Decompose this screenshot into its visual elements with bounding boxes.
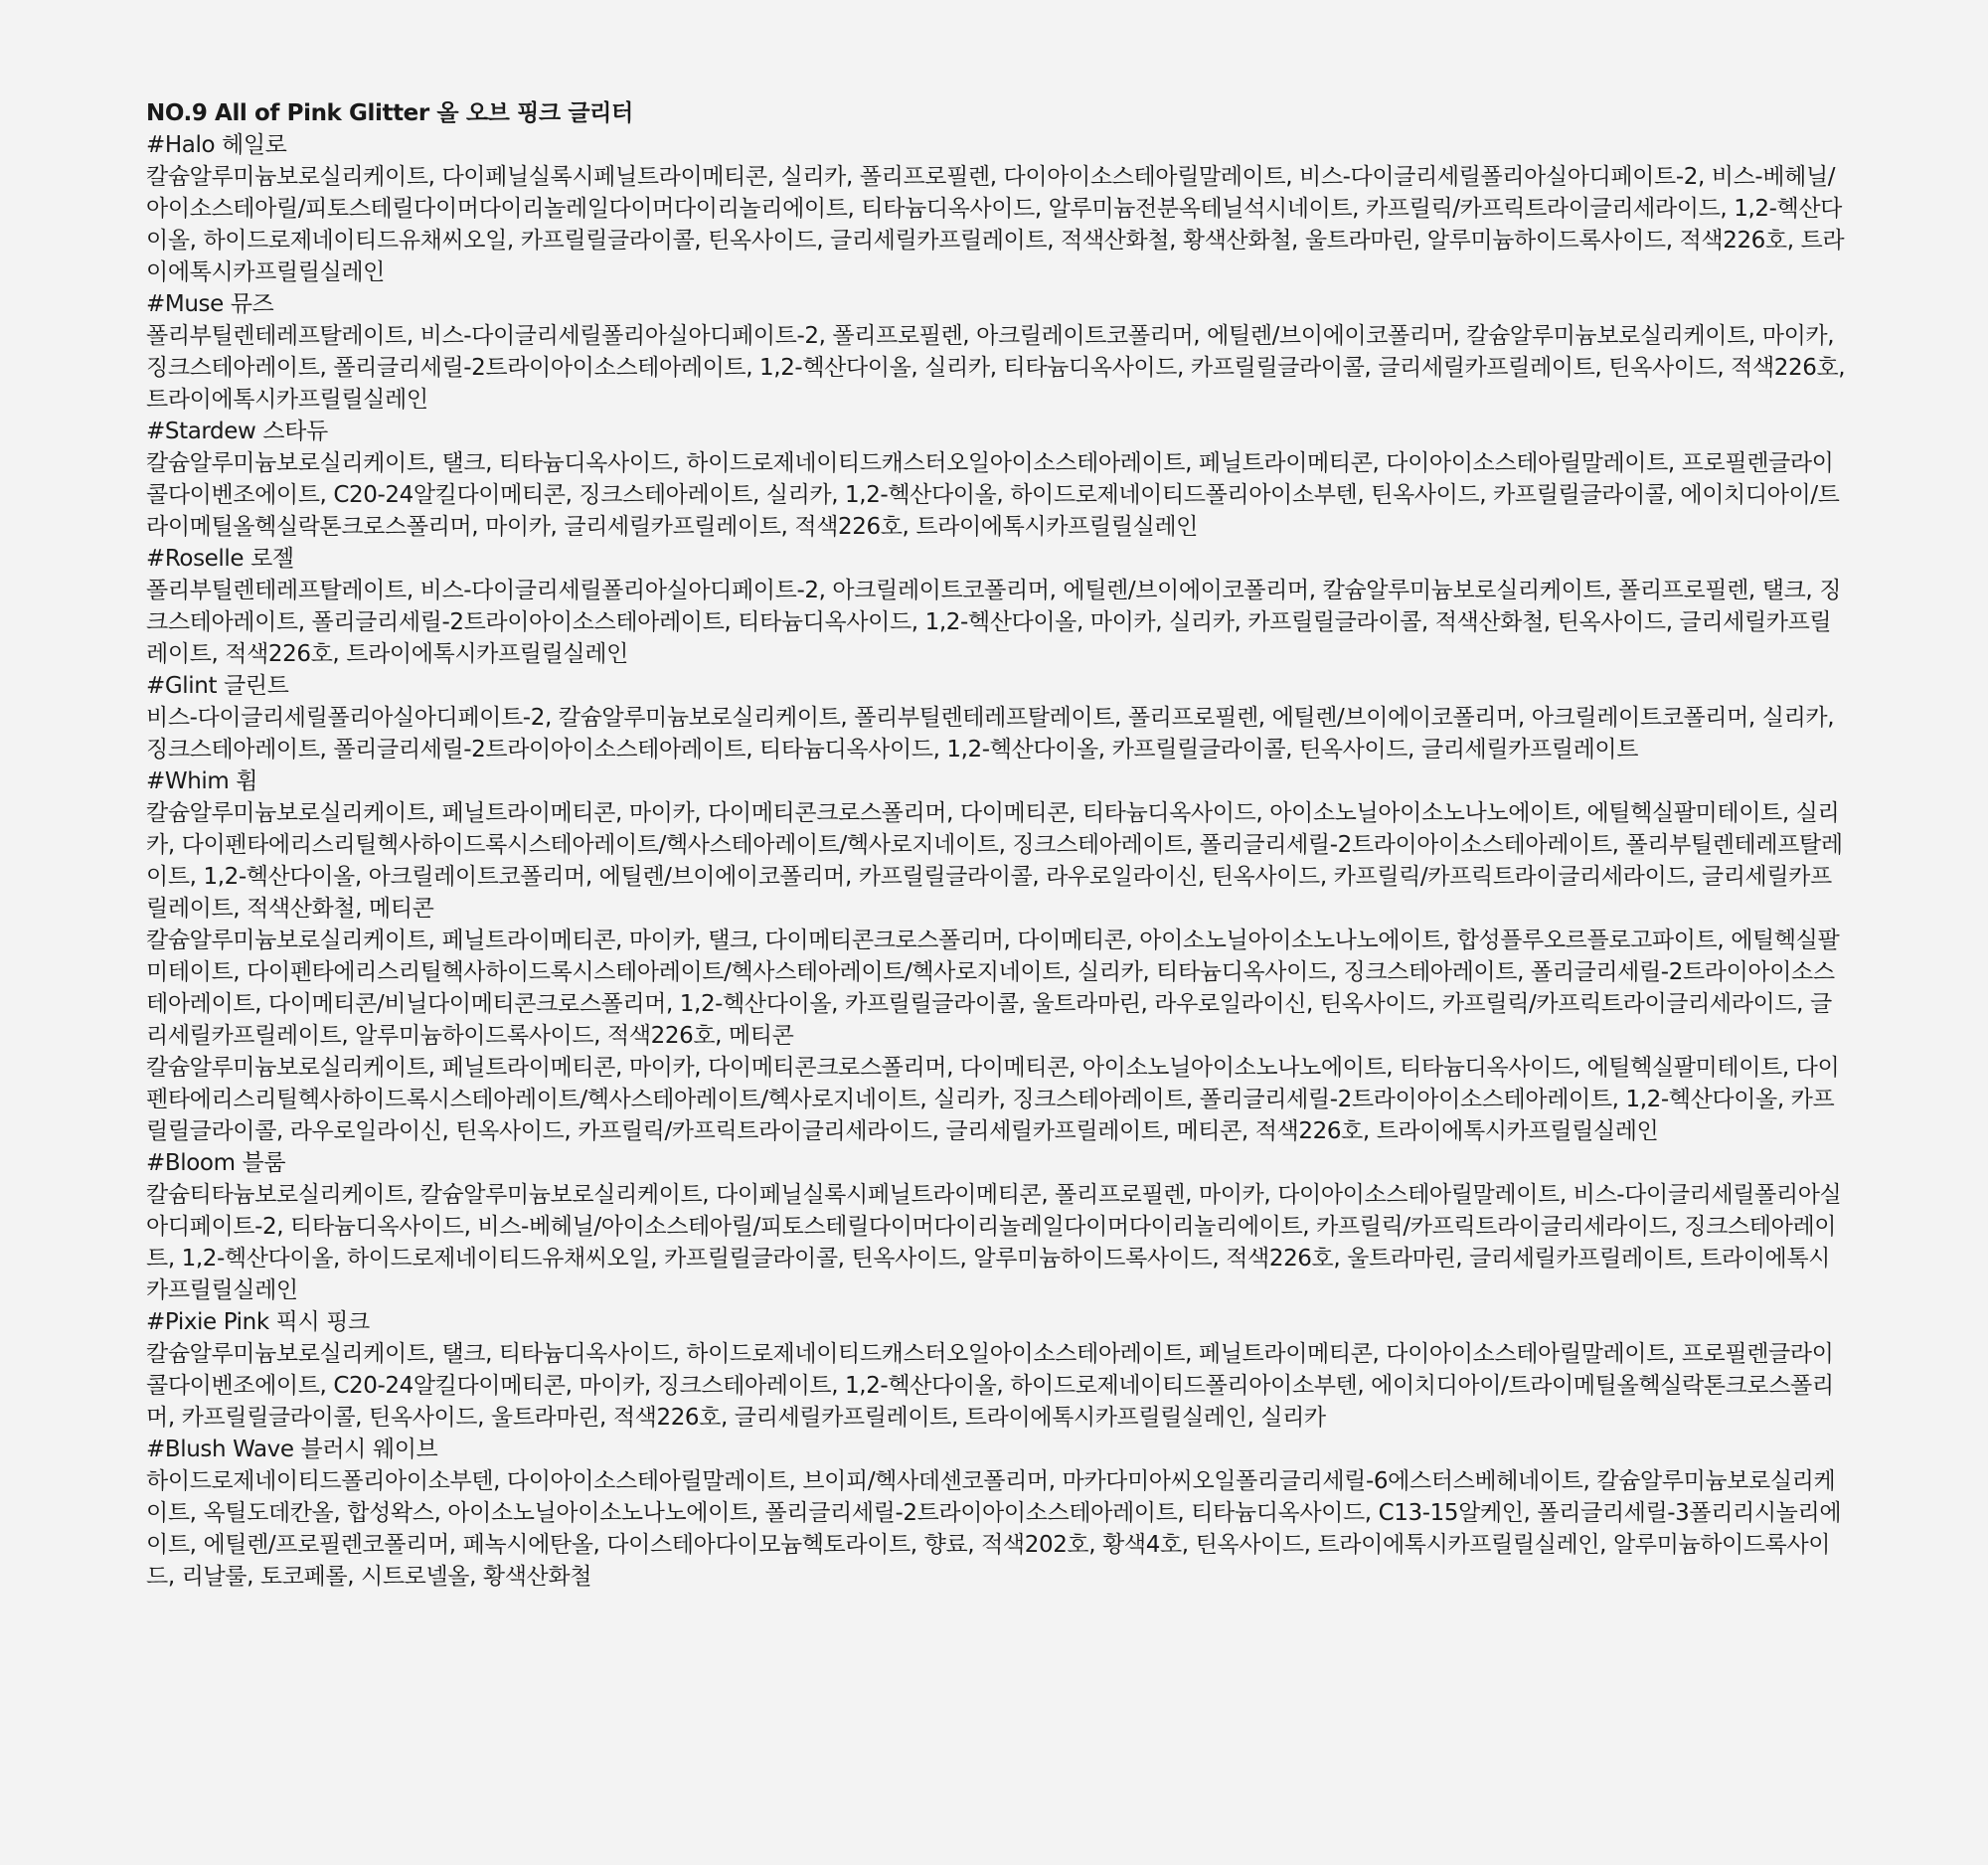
ingredient-list: 칼슘알루미늄보로실리케이트, 다이페닐실록시페닐트라이메티콘, 실리카, 폴리프로필렌, 다이아이소스테아릴말레이트, 비스-다이글리세릴폴리아실아디페이트-2, 비스-베헤닐/아이소스테아릴/피토스테릴다이머다이리놀레일다이머다이리놀리에이트, 티타늄디옥사이드, 알루미늄전분옥테닐석시네이트, 카프릴릭/카프릭트라이글리세라이드, 1,2-헥산다이올, 하이드로제네이티드유채씨오일, 카프릴릴글라이콜, 틴옥사이드, 글리세릴카프릴레이트, 적색산화철, 황색산화철, 울트라마린, 알루미늄하이드록사이드, 적색226호, 트라이에톡시카프릴릴실레인 [146,164,1845,285]
shade-section [146,129,1849,288]
ingredient-list: 칼슘티타늄보로실리케이트, 칼슘알루미늄보로실리케이트, 다이페닐실록시페닐트라이메티콘, 폴리프로필렌, 마이카, 다이아이소스테아릴말레이트, 비스-다이글리세릴폴리아실아디페이트-2, 티타늄디옥사이드, 비스-베헤닐/아이소스테아릴/피토스테릴다이머다이리놀레일다이머다이리놀리에이트, 카프릴릭/카프릭트라이글리세라이드, 징크스테아레이트, 1,2-헥산다이올, 하이드로제네이티드유채씨오일, 카프릴릴글라이콜, 틴옥사이드, 알루미늄하이드록사이드, 적색226호, 울트라마린, 글리세릴카프릴레이트, 트라이에톡시카프릴릴실레인 [146,1182,1842,1303]
shade-section [146,543,1849,670]
ingredient-list: 칼슘알루미늄보로실리케이트, 페닐트라이메티콘, 마이카, 다이메티콘크로스폴리머, 다이메티콘, 아이소노닐아이소노나노에이트, 티타늄디옥사이드, 에틸헥실팔미테이트, 다이펜타에리스리틸헥사하이드록시스테아레이트/헥사스테아레이트/헥사로지네이트, 실리카, 징크스테아레이트, 폴리글리세릴-2트라이아이소스테아레이트, 1,2-헥산다이올, 카프릴릴글라이콜, 라우로일라이신, 틴옥사이드, 카프릴릭/카프릭트라이글리세라이드, 글리세릴카프릴레이트, 메티콘, 적색226호, 트라이에톡시카프릴릴실레인 [146,1055,1840,1144]
shade-section [146,1434,1849,1593]
shade-name: #Roselle 로젤 [146,546,294,572]
ingredient-list: 칼슘알루미늄보로실리케이트, 탤크, 티타늄디옥사이드, 하이드로제네이티드캐스터오일아이소스테아레이트, 페닐트라이메티콘, 다이아이소스테아릴말레이트, 프로필렌글라이콜다이벤조에이트, C20-24알킬다이메티콘, 마이카, 징크스테아레이트, 1,2-헥산다이올, 하이드로제네이티드폴리아이소부텐, 에이치디아이/트라이메틸올헥실락톤크로스폴리머, 카프릴릴글라이콜, 틴옥사이드, 울트라마린, 적색226호, 글리세릴카프릴레이트, 트라이에톡시카프릴릴실레인, 실리카 [146,1341,1834,1431]
shade-name: #Pixie Pink 픽시 핑크 [146,1309,370,1335]
shade-section [146,416,1849,543]
shade-name: #Stardew 스타듀 [146,419,328,444]
ingredient-list: 칼슘알루미늄보로실리케이트, 페닐트라이메티콘, 마이카, 탤크, 다이메티콘크로스폴리머, 다이메티콘, 아이소노닐아이소노나노에이트, 합성플루오르플로고파이트, 에틸헥실팔미테이트, 다이펜타에리스리틸헥사하이드록시스테아레이트/헥사스테아레이트/헥사로지네이트, 실리카, 티타늄디옥사이드, 징크스테아레이트, 폴리글리세릴-2트라이아이소스테아레이트, 다이메티콘/비닐다이메티콘크로스폴리머, 1,2-헥산다이올, 카프릴릴글라이콜, 울트라마린, 라우로일라이신, 틴옥사이드, 카프릴릭/카프릭트라이글리세라이드, 글리세릴카프릴레이트, 알루미늄하이드록사이드, 적색226호, 메티콘 [146,928,1840,1049]
shade-name: #Muse 뮤즈 [146,291,274,317]
ingredient-list: 비스-다이글리세릴폴리아실아디페이트-2, 칼슘알루미늄보로실리케이트, 폴리부틸렌테레프탈레이트, 폴리프로필렌, 에틸렌/브이에이코폴리머, 아크릴레이트코폴리머, 실리카, 징크스테아레이트, 폴리글리세릴-2트라이아이소스테아레이트, 티타늄디옥사이드, 1,2-헥산다이올, 카프릴릴글라이콜, 틴옥사이드, 글리세릴카프릴레이트 [146,705,1835,763]
shade-name: #Glint 글린트 [146,673,289,699]
shade-section [146,670,1849,765]
shade-name: #Whim 휨 [146,768,258,794]
shade-name: #Halo 헤일로 [146,132,287,158]
shade-section [146,1306,1849,1434]
shade-name: #Blush Wave 블러시 웨이브 [146,1437,438,1462]
shade-section [146,765,1849,1147]
document-title: NO.9 All of Pink Glitter 올 오브 핑크 글리터 [146,100,633,126]
ingredient-list: 칼슘알루미늄보로실리케이트, 페닐트라이메티콘, 마이카, 다이메티콘크로스폴리머, 다이메티콘, 티타늄디옥사이드, 아이소노닐아이소노나노에이트, 에틸헥실팔미테이트, 실리카, 다이펜타에리스리틸헥사하이드록시스테아레이트/헥사스테아레이트/헥사로지네이트, 징크스테아레이트, 폴리글리세릴-2트라이아이소스테아레이트, 폴리부틸렌테레프탈레이트, 1,2-헥산다이올, 아크릴레이트코폴리머, 에틸렌/브이에이코폴리머, 카프릴릴글라이콜, 라우로일라이신, 틴옥사이드, 카프릴릭/카프릭트라이글리세라이드, 글리세릴카프릴레이트, 적색산화철, 메티콘 [146,800,1843,922]
ingredient-list: 폴리부틸렌테레프탈레이트, 비스-다이글리세릴폴리아실아디페이트-2, 아크릴레이트코폴리머, 에틸렌/브이에이코폴리머, 칼슘알루미늄보로실리케이트, 폴리프로필렌, 탤크, 징크스테아레이트, 폴리글리세릴-2트라이아이소스테아레이트, 티타늄디옥사이드, 1,2-헥산다이올, 마이카, 실리카, 카프릴릴글라이콜, 적색산화철, 틴옥사이드, 글리세릴카프릴레이트, 적색226호, 트라이에톡시카프릴릴실레인 [146,578,1842,667]
shade-name: #Bloom 블룸 [146,1150,286,1176]
shade-section [146,288,1849,416]
ingredient-list: 폴리부틸렌테레프탈레이트, 비스-다이글리세릴폴리아실아디페이트-2, 폴리프로필렌, 아크릴레이트코폴리머, 에틸렌/브이에이코폴리머, 칼슘알루미늄보로실리케이트, 마이카, 징크스테아레이트, 폴리글리세릴-2트라이아이소스테아레이트, 1,2-헥산다이올, 실리카, 티타늄디옥사이드, 카프릴릴글라이콜, 글리세릴카프릴레이트, 틴옥사이드, 적색226호, 트라이에톡시카프릴릴실레인 [146,323,1846,413]
sections-list [146,129,1849,1593]
ingredient-list: 하이드로제네이티드폴리아이소부텐, 다이아이소스테아릴말레이트, 브이피/헥사데센코폴리머, 마카다미아씨오일폴리글리세릴-6에스터스베헤네이트, 칼슘알루미늄보로실리케이트, 옥틸도데칸올, 합성왁스, 아이소노닐아이소노나노에이트, 폴리글리세릴-2트라이아이소스테아레이트, 티타늄디옥사이드, C13-15알케인, 폴리글리세릴-3폴리리시놀리에이트, 에틸렌/프로필렌코폴리머, 페녹시에탄올, 다이스테아다이모늄헥토라이트, 향료, 적색202호, 황색4호, 틴옥사이드, 트라이에톡시카프릴릴실레인, 알루미늄하이드록사이드, 리날룰, 토코페롤, 시트로넬올, 황색산화철 [146,1468,1842,1590]
ingredient-list: 칼슘알루미늄보로실리케이트, 탤크, 티타늄디옥사이드, 하이드로제네이티드캐스터오일아이소스테아레이트, 페닐트라이메티콘, 다이아이소스테아릴말레이트, 프로필렌글라이콜다이벤조에이트, C20-24알킬다이메티콘, 징크스테아레이트, 실리카, 1,2-헥산다이올, 하이드로제네이티드폴리아이소부텐, 틴옥사이드, 카프릴릴글라이콜, 에이치디아이/트라이메틸올헥실락톤크로스폴리머, 마이카, 글리세릴카프릴레이트, 적색226호, 트라이에톡시카프릴릴실레인 [146,450,1840,540]
shade-section [146,1147,1849,1306]
